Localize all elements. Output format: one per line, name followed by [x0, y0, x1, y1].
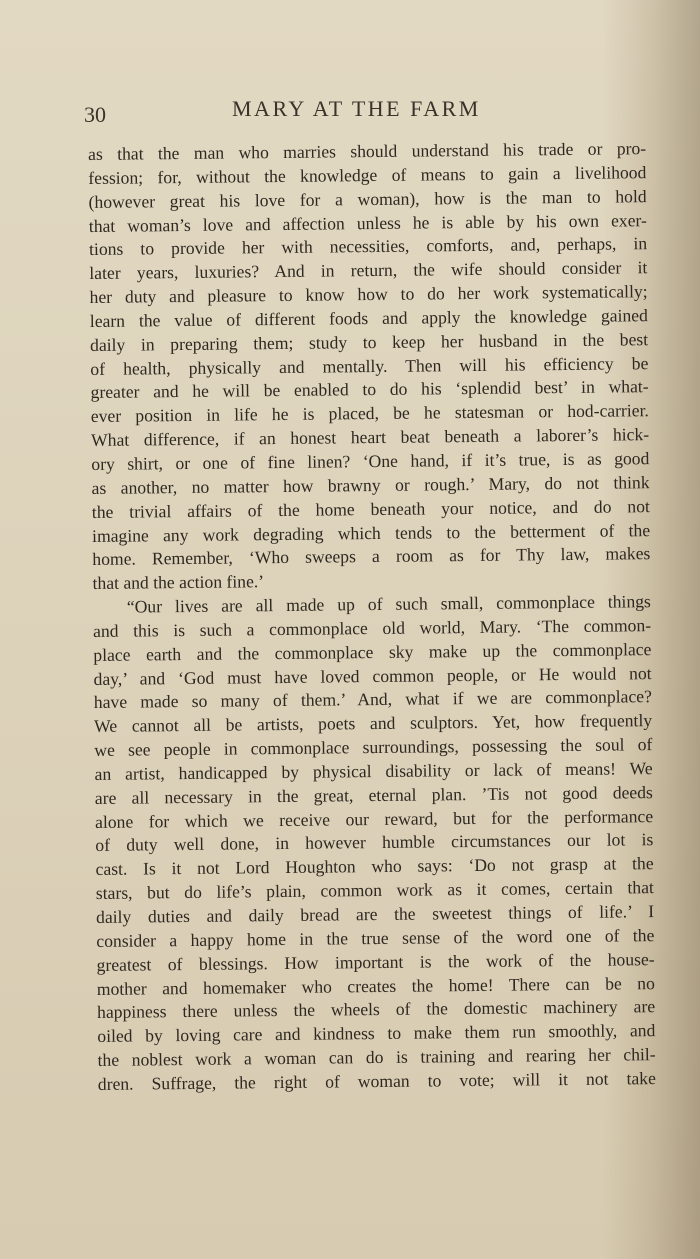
- text-line: We cannot all be artists, poets and sculptors. Yet, how frequently: [94, 710, 653, 737]
- text-line: consider a happy home in the true sense of the word one of the: [96, 924, 655, 951]
- text-line: happiness there unless the wheels of the domestic machinery are: [96, 996, 656, 1023]
- text-line: dren. Suffrage, the right of woman to vote; will it not take: [97, 1068, 656, 1094]
- text-line: imagine any work degrading which tends to the betterment of the: [92, 519, 651, 546]
- text-line: ever position in life he is placed, be he statesman or hod-carrier.: [90, 400, 649, 427]
- paragraph: [88, 137, 651, 596]
- text-line: oiled by loving care and kindness to make them run smoothly, and: [97, 1020, 656, 1047]
- text-line: the trivial affairs of the home beneath your notice, and do not: [91, 495, 650, 522]
- text-line: the noblest work a woman can do is training and rearing her chil-: [97, 1044, 656, 1071]
- paragraph: [93, 590, 656, 1097]
- text-line: have made so many of them.’ And, what if we are commonplace?: [93, 686, 652, 713]
- text-line: greatest of blessings. How important is the work of the house-: [96, 948, 655, 975]
- text-line: as another, no matter how brawny or rough.’ Mary, do not think: [91, 471, 650, 498]
- text-line: that and the action fine.’: [92, 571, 265, 594]
- text-line: cast. Is it not Lord Houghton who says: ‘Do not grasp at the: [95, 853, 654, 880]
- text-line: later years, luxuries? And in return, the wife should consider it: [89, 257, 648, 284]
- text-line: learn the value of different foods and apply the knowledge gained: [89, 305, 648, 331]
- text-line: her duty and pleasure to know how to do her work systematically;: [89, 281, 648, 308]
- text-line: as that the man who marries should understand his trade or pro-: [88, 138, 647, 164]
- text-line: ory shirt, or one of fine linen? ‘One hand, if it’s true, is as good: [91, 448, 650, 474]
- text-line: daily duties and daily bread are the sweetest things of life.’ I: [96, 901, 655, 927]
- page-number: 30: [84, 102, 106, 127]
- text-line: tions to provide her with necessities, comforts, and, perhaps, in: [89, 233, 648, 260]
- text-line: fession; for, without the knowledge of means to gain a livelihood: [88, 161, 647, 188]
- text-line: of health, physically and mentally. Then will his efficiency be: [90, 352, 649, 379]
- text-line: What difference, if an honest heart beat beneath a laborer’s hick-: [91, 424, 650, 451]
- text-line: greater and he will be enabled to do his ‘splendid best’ in what-: [90, 376, 649, 403]
- text-line: mother and homemaker who creates the home! There can be no: [96, 972, 655, 999]
- text-line: stars, but do life’s plain, common work as it comes, certain that: [95, 877, 654, 904]
- text-line: alone for which we receive our reward, but for the performance: [95, 805, 654, 832]
- body-text: [88, 137, 656, 1097]
- running-title: MARY AT THE FARM: [232, 96, 481, 121]
- text-line: daily in preparing them; study to keep her husband in the best: [90, 328, 649, 355]
- text-line: day,’ and ‘God must have loved common people, or He would not: [93, 662, 652, 689]
- text-line: that woman’s love and affection unless he is able by his own exer-: [88, 209, 647, 236]
- text-line: (however great his love for a woman), how is the man to hold: [88, 185, 647, 212]
- text-line: place earth and the commonplace sky make up the commonplace: [93, 638, 652, 665]
- text-line: of duty well done, in however humble circumstances our lot is: [95, 829, 654, 856]
- running-head: [84, 96, 644, 128]
- text-line: an artist, handicapped by physical disability or lack of means! We: [94, 758, 653, 784]
- text-line: and this is such a commonplace old world, Mary. ‘The common-: [93, 615, 652, 641]
- text-line: home. Remember, ‘Who sweeps a room as for Thy law, makes: [92, 543, 651, 570]
- text-line: are all necessary in the great, eternal plan. ’Tis not good deeds: [94, 781, 653, 808]
- text-line: we see people in commonplace surroundings, possessing the soul of: [94, 734, 653, 761]
- text-line: “Our lives are all made up of such small, commonplace things: [126, 591, 651, 617]
